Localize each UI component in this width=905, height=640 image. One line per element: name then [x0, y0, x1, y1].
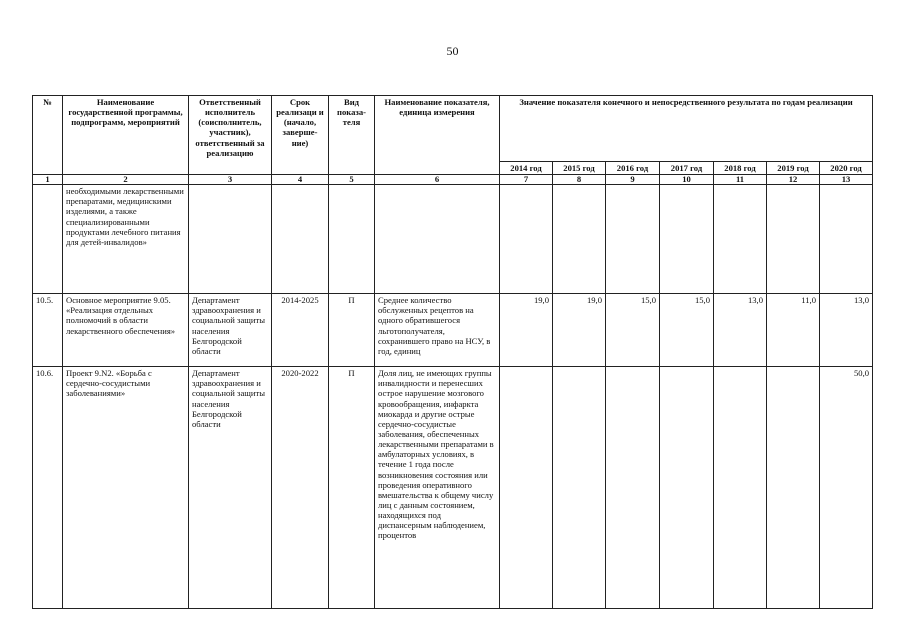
row-value: 11,0 — [767, 294, 820, 367]
column-numbers-row — [33, 175, 873, 185]
header-kind: Вид показа-теля — [329, 96, 375, 175]
row-executor: Департамент здравоохранения и социальной защиты населения Белгородской области — [189, 294, 272, 367]
row-executor — [189, 185, 272, 294]
row-value — [606, 367, 660, 609]
header-num: № — [33, 96, 63, 175]
row-kind: П — [329, 367, 375, 609]
row-value — [606, 185, 660, 294]
row-term — [272, 185, 329, 294]
row-value: 19,0 — [500, 294, 553, 367]
header-year: 2020 год — [820, 162, 873, 175]
row-value — [500, 367, 553, 609]
row-value — [553, 367, 606, 609]
column-number: 13 — [820, 175, 873, 185]
header-year: 2014 год — [500, 162, 553, 175]
row-term: 2020-2022 — [272, 367, 329, 609]
row-num: 10.6. — [33, 367, 63, 609]
column-number: 4 — [272, 175, 329, 185]
header-year: 2015 год — [553, 162, 606, 175]
column-number: 2 — [63, 175, 189, 185]
row-value — [767, 185, 820, 294]
table-row — [33, 185, 873, 294]
row-value — [767, 367, 820, 609]
row-indicator: Среднее количество обслуженных рецептов на одного обратившегося льготополучателя, сохранившего право на НСУ, в год, единиц — [375, 294, 500, 367]
row-value — [553, 185, 606, 294]
column-number: 5 — [329, 175, 375, 185]
column-number: 6 — [375, 175, 500, 185]
header-program: Наименование государственной программы, подпрограмм, мероприятий — [63, 96, 189, 175]
row-value — [660, 185, 714, 294]
column-number: 12 — [767, 175, 820, 185]
header-values-group: Значение показателя конечного и непосредственного результата по годам реализации — [500, 96, 873, 162]
row-value: 13,0 — [714, 294, 767, 367]
header-year: 2019 год — [767, 162, 820, 175]
header-executor: Ответственный исполнитель (соисполнитель, участник), ответственный за реализацию — [189, 96, 272, 175]
header-indicator: Наименование показателя, единица измерения — [375, 96, 500, 175]
column-number: 1 — [33, 175, 63, 185]
row-value: 13,0 — [820, 294, 873, 367]
row-program: Основное мероприятие 9.05. «Реализация отдельных полномочий в области лекарственного обеспечения» — [63, 294, 189, 367]
column-number: 10 — [660, 175, 714, 185]
header-year: 2018 год — [714, 162, 767, 175]
column-number: 3 — [189, 175, 272, 185]
row-program: Проект 9.N2. «Борьба с сердечно-сосудистыми заболеваниями» — [63, 367, 189, 609]
row-executor: Департамент здравоохранения и социальной защиты населения Белгородской области — [189, 367, 272, 609]
column-number: 11 — [714, 175, 767, 185]
row-value — [660, 367, 714, 609]
row-value: 15,0 — [660, 294, 714, 367]
header-year: 2017 год — [660, 162, 714, 175]
row-value — [714, 367, 767, 609]
row-num: 10.5. — [33, 294, 63, 367]
row-program: необходимыми лекарственными препаратами, медицинскими изделиями, а также специализированными продуктами лечебного питания для детей-инвалидов» — [63, 185, 189, 294]
header-term: Срок реализаци и (начало, заверше-ние) — [272, 96, 329, 175]
row-term: 2014-2025 — [272, 294, 329, 367]
row-value: 15,0 — [606, 294, 660, 367]
row-value — [500, 185, 553, 294]
table-row — [33, 294, 873, 367]
row-value — [820, 185, 873, 294]
column-number: 8 — [553, 175, 606, 185]
row-kind: П — [329, 294, 375, 367]
row-num — [33, 185, 63, 294]
header-year: 2016 год — [606, 162, 660, 175]
row-indicator — [375, 185, 500, 294]
row-value — [714, 185, 767, 294]
header-row — [33, 96, 873, 162]
row-kind — [329, 185, 375, 294]
column-number: 7 — [500, 175, 553, 185]
row-value: 50,0 — [820, 367, 873, 609]
column-number: 9 — [606, 175, 660, 185]
row-value: 19,0 — [553, 294, 606, 367]
table-row — [33, 367, 873, 609]
indicators-table — [32, 95, 873, 609]
page-number: 50 — [446, 44, 459, 58]
row-indicator: Доля лиц, не имеющих группы инвалидности и перенесших острое нарушение мозгового кровообращения, инфаркта миокарда и другие острые сердечно-сосудистые заболевания, обеспеченных лекарственными препаратами в амбулаторных условиях, в течение 1 года после возникновения состояния или проведения оперативного вмешательства к общему числу лиц с данным состоянием, находящихся под диспансерным наблюдением, процентов — [375, 367, 500, 609]
